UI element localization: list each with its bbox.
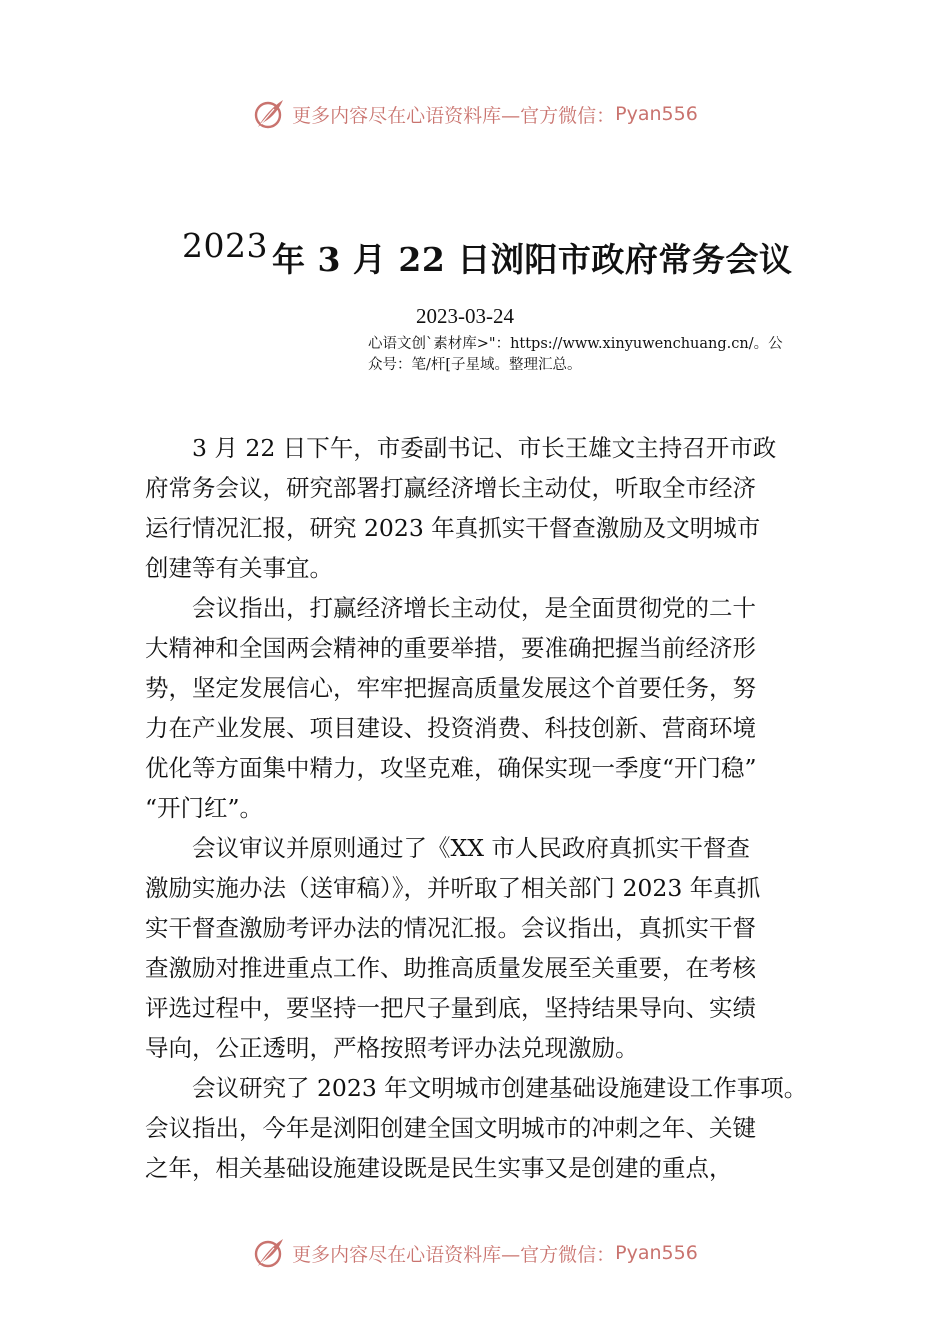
document-body — [145, 428, 855, 1188]
source-note — [368, 334, 838, 376]
paragraph — [145, 828, 855, 1068]
footer-watermark-banner — [0, 1233, 950, 1273]
text-line: “开门红”。 — [145, 794, 264, 822]
text-line: 大精神和全国两会精神的重要举措，要准确把握当前经济形 — [145, 634, 756, 662]
text-line: 导向，公正透明，严格按照考评办法兑现激励。 — [145, 1034, 639, 1062]
header-watermark-banner — [0, 94, 950, 134]
text-line: 优化等方面集中精力，攻坚克难，确保实现一季度“开门稳” — [145, 754, 757, 782]
banner-text: 更多内容尽在心语资料库—官方微信： — [292, 1243, 616, 1266]
source-note-line: 心语文创`素材库>"：https://www.xinyuwenchuang.cn/。公 — [368, 336, 783, 352]
text-line: 之年，相关基础设施建设既是民生实事又是创建的重点， — [145, 1154, 733, 1182]
banner-text: 更多内容尽在心语资料库—官方微信： — [292, 104, 616, 127]
paragraph — [145, 588, 855, 828]
text-line: 会议指出，今年是浏阳创建全国文明城市的冲刺之年、关键 — [145, 1114, 756, 1142]
title-text: 年 3 月 22 日浏阳市政府常务会议 — [271, 240, 793, 279]
text-line: 势，坚定发展信心，牢牢把握高质量发展这个首要任务，努 — [145, 674, 756, 702]
title-year: 2023 — [182, 226, 268, 265]
text-line: 3 月 22 日下午，市委副书记、市长王雄文主持召开市政 — [192, 434, 777, 462]
document-title — [182, 226, 802, 281]
text-line: 力在产业发展、项目建设、投资消费、科技创新、营商环境 — [145, 714, 756, 742]
source-note-line: 众号：笔/杆[子星域。整理汇总。 — [368, 357, 582, 373]
text-line: 运行情况汇报，研究 2023 年真抓实干督查激励及文明城市 — [145, 514, 761, 542]
text-line: 会议指出，打赢经济增长主动仗，是全面贯彻党的二十 — [192, 594, 756, 622]
text-line: 创建等有关事宜。 — [145, 554, 333, 582]
banner-wechat-id: Pyan556 — [615, 1242, 698, 1264]
text-line: 查激励对推进重点工作、助推高质量发展至关重要，在考核 — [145, 954, 756, 982]
text-line: 府常务会议，研究部署打赢经济增长主动仗，听取全市经济 — [145, 474, 756, 502]
banner-wechat-id: Pyan556 — [615, 103, 698, 125]
text-line: 评选过程中，要坚持一把尺子量到底，坚持结果导向、实绩 — [145, 994, 756, 1022]
text-line: 实干督查激励考评办法的情况汇报。会议指出，真抓实干督 — [145, 914, 756, 942]
quill-logo-icon — [252, 1236, 286, 1270]
paragraph — [145, 428, 855, 588]
text-line: 会议研究了 2023 年文明城市创建基础设施建设工作事项。 — [192, 1074, 808, 1102]
paragraph — [145, 1068, 855, 1188]
document-date: 2023-03-24 — [416, 304, 514, 328]
quill-logo-icon — [252, 97, 286, 131]
text-line: 会议审议并原则通过了《XX 市人民政府真抓实干督查 — [192, 834, 750, 862]
text-line: 激励实施办法（送审稿）》，并听取了相关部门 2023 年真抓 — [145, 874, 761, 902]
